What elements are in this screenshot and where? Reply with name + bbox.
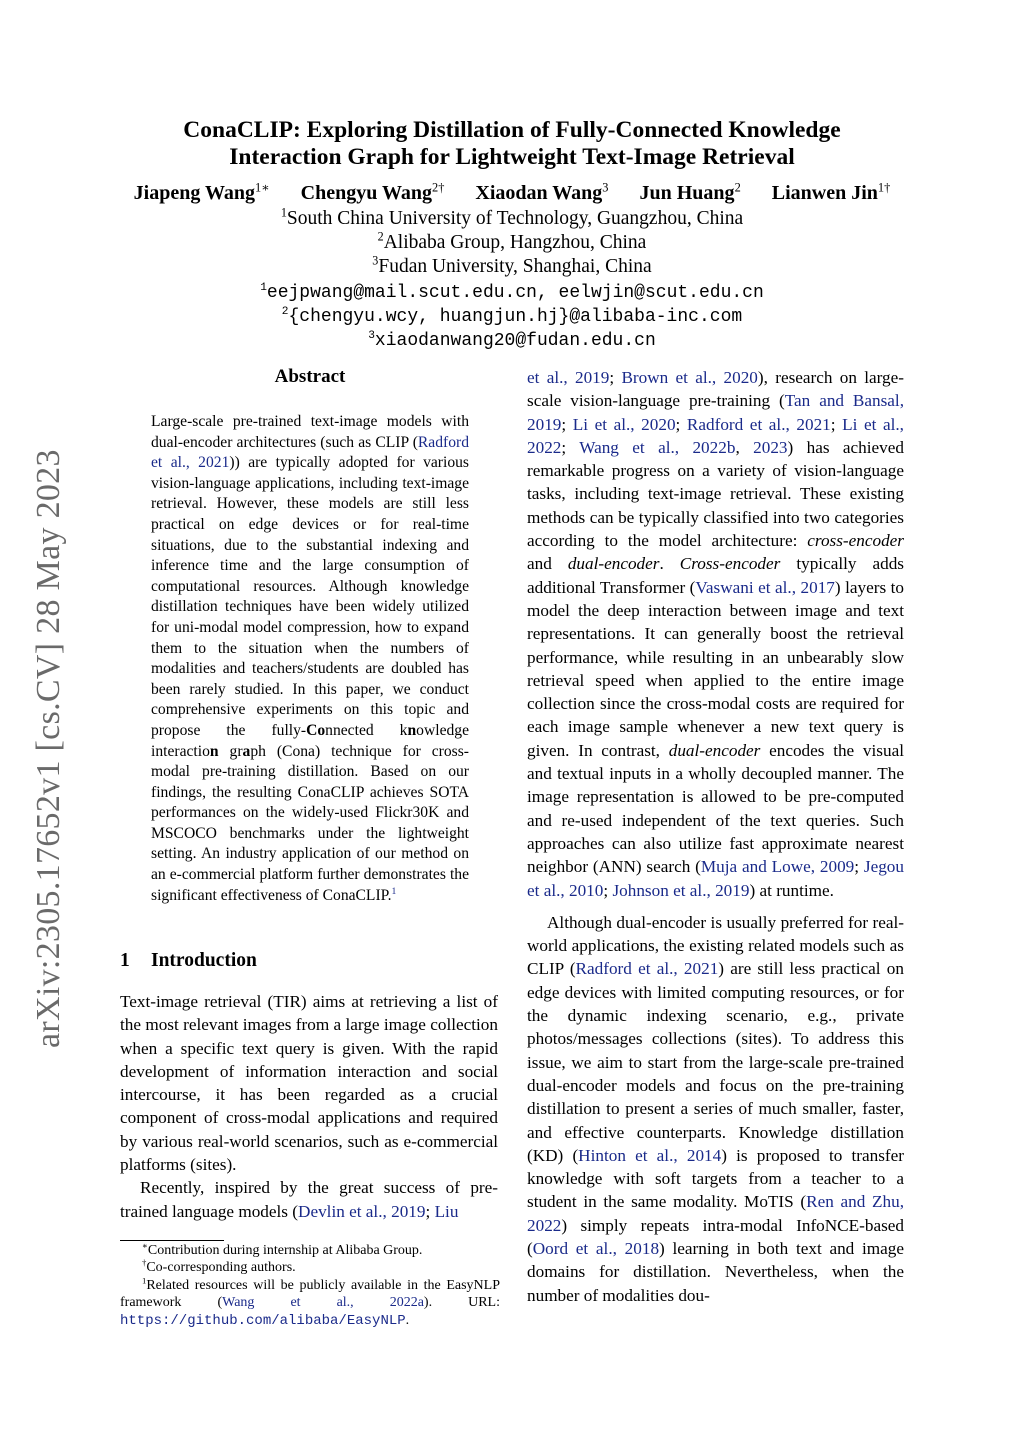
author: Jiapeng Wang$^{1∗}$ — [133, 180, 270, 204]
abstract-text: Large-scale pre-trained text-image models with dual-encoder architectures (such as CLIP (Radford et al., 2021)) are typically adopted for various vision-language applications, including text-image retrieval. However, these models are still less practical on edge devices or for real-time situations, due to the substantial indexing and inference time and the large consumption of computational resources. Although knowledge distillation techniques have been widely utilized for uni-modal model compression, how to expand them to the situation when the numbers of modalities and teachers/students are doubled has been rarely studied. In this paper, we conduct comprehensive experiments on this topic and propose the fully-Connected knowledge interaction graph (Cona) technique for cross-modal pre-training distillation. Based on our findings, the resulting ConaCLIP achieves SOTA performances on the widely-used Flickr30K and MSCOCO benchmarks under the lightweight setting. An industry application of our method on an e-commercial platform further demonstrates the significant effectiveness of ConaCLIP.$^1$ — [151, 413, 470, 904]
citation-link[interactable]: Wang et al., 2022b — [579, 437, 736, 457]
footnote-rule — [120, 1240, 224, 1241]
footnote-marker[interactable]: 1 — [391, 885, 397, 897]
citation-link[interactable]: Muja and Lowe, 2009 — [700, 857, 855, 877]
citation-link[interactable]: Wang et al., 2022a — [222, 1295, 424, 1311]
url-link[interactable]: https://github.com/alibaba/EasyNLP — [120, 1312, 406, 1329]
citation-link[interactable]: Tan and Bansal, 2019 — [527, 391, 904, 434]
title-line-1: ConaCLIP: Exploring Distillation of Fully-Connected Knowledge — [183, 117, 841, 143]
paper-title — [0, 117, 1024, 171]
citation-link[interactable]: Radford et al., 2021 — [575, 959, 719, 979]
citation-link[interactable]: Brown et al., 2020 — [621, 368, 758, 387]
citation-link[interactable]: Devlin et al., 2019 — [298, 1201, 426, 1221]
email-line: $^2${chengyu.wcy, huangjun.hj}@alibaba-inc.com — [281, 306, 743, 327]
author-list — [0, 182, 1024, 205]
citation-link[interactable]: Oord et al., 2018 — [532, 1238, 660, 1258]
footnote: ∗Contribution during internship at Alibaba Group. — [142, 1240, 423, 1258]
author: Xiaodan Wang$^3$ — [475, 180, 609, 204]
paragraph: Recently, inspired by the great success of pre-trained language models (Devlin et al., 2019; Liu — [120, 1178, 498, 1221]
citation-link[interactable]: Li et al., 2020 — [572, 414, 676, 434]
citation-link[interactable]: et al., 2019 — [527, 368, 610, 387]
citation-link[interactable]: 2023 — [753, 437, 788, 457]
paragraph: et al., 2019; Brown et al., 2020), research on large-scale vision-language pre-training (Tan and Bansal, 2019; Li et al., 2020; Radford et al., 2021; Li et al., 2022; Wang et al., 2022b, 2023) has achieved remarkable progress on a variety of vision-language tasks, including text-image retrieval. These existing methods can be typically classified into two categories according to the model architecture: cross-encoder and dual-encoder. Cross-encoder typically adds additional Transformer (Vaswani et al., 2017) layers to model the deep interaction between image and text representations. It can generally boost the retrieval performance, while resulting in an unbearably slow retrieval speed when applied to the entire image collection since the cross-modal costs are required for each image sample whenever a new text query is given. In contrast, dual-encoder encodes the visual and textual inputs in a wholly decoupled manner. The image representation is allowed to be pre-computed and re-used independent of the text queries. Such approaches can also utilize fast approximate nearest neighbor (ANN) search (Muja and Lowe, 2009; Jegou et al., 2010; Johnson et al., 2019) at runtime. — [527, 368, 905, 900]
footnotes — [120, 1242, 500, 1330]
arxiv-identifier: arXiv:2305.17652v1 [cs.CV] 28 May 2023 — [30, 449, 67, 1048]
citation-link[interactable]: Jegou et al., 2010 — [527, 857, 904, 900]
citation-link[interactable]: Ren and Zhu, 2022 — [527, 1192, 904, 1235]
affiliation: $^2$Alibaba Group, Hangzhou, China — [377, 229, 647, 253]
citation-link[interactable]: Johnson et al., 2019 — [612, 880, 750, 900]
email-line: $^3$xiaodanwang20@fudan.edu.cn — [368, 330, 656, 351]
author: Lianwen Jin$^{1\dagger}$ — [771, 180, 891, 204]
intro-left-column — [120, 990, 498, 1223]
citation-link[interactable]: Radford et al., 2021 — [686, 414, 831, 434]
citation-link[interactable]: Hinton et al., 2014 — [578, 1145, 722, 1165]
abstract-heading: Abstract — [274, 366, 346, 387]
citation-link[interactable]: Radford et al., 2021 — [151, 433, 469, 472]
citation-link[interactable]: Vaswani et al., 2017 — [695, 577, 835, 597]
affiliation: $^1$South China University of Technology, Guangzhou, China — [280, 205, 744, 229]
affiliation: $^3$Fudan University, Shanghai, China — [372, 253, 652, 277]
section-heading: 1 Introduction — [120, 950, 257, 971]
author: Jun Huang$^2$ — [639, 180, 741, 204]
footnote: $^1$Related resources will be publicly available in the EasyNLP framework (Wang et al., 2022a). URL: https://github.com/alibaba/EasyNLP. — [120, 1275, 500, 1329]
email-line: $^1$eejpwang@mail.scut.edu.cn, eelwjin@scut.edu.cn — [260, 282, 764, 303]
title-line-2: Interaction Graph for Lightweight Text-Image Retrieval — [229, 144, 795, 170]
author: Chengyu Wang$^{2\dagger}$ — [300, 180, 445, 204]
footnote: †Co-corresponding authors. — [142, 1257, 296, 1276]
citation-link[interactable]: Li et al., 2022 — [527, 414, 904, 457]
paragraph: Text-image retrieval (TIR) aims at retrieving a list of the most relevant images from a large image collection when a specific text query is given. With the rapid development of information interaction and social intercourse, it has been regarded as a crucial component of cross-modal applications and required by various real-world scenarios, such as e-commercial platforms (sites). — [120, 992, 498, 1175]
paragraph: Although dual-encoder is usually preferred for real-world applications, the existing related models such as CLIP (Radford et al., 2021) are still less practical on edge devices with limited computing resources, or for the dynamic indexing scenario, e.g., private photos/messages collections (sites). To address this issue, we aim to start from the large-scale pre-trained dual-encoder models and focus on the pre-training distillation to present a series of much smaller, faster, and effective counterparts. Knowledge distillation (KD) (Hinton et al., 2014) is proposed to transfer knowledge with soft targets from a teacher to a student in the same modality. MoTIS (Ren and Zhu, 2022) simply repeats intra-modal InfoNCE-based (Oord et al., 2018) learning in both text and image domains for distillation. Nevertheless, when the number of modalities dou- — [527, 912, 904, 1305]
intro-right-column — [527, 366, 904, 1307]
citation-link[interactable]: Liu — [434, 1201, 459, 1221]
